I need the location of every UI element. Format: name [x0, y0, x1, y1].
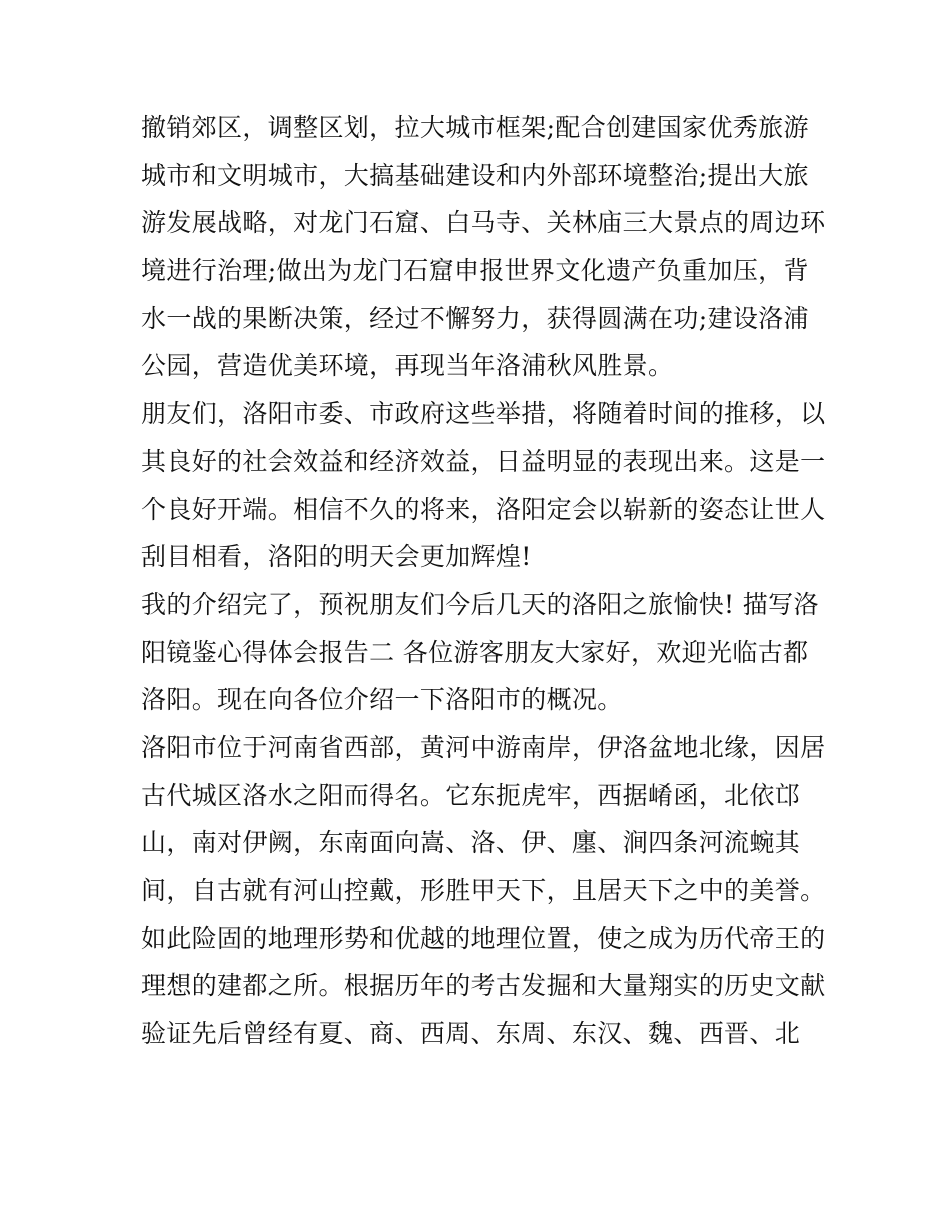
text-line: 撤销郊区，调整区划，拉大城市框架;配合创建国家优秀旅游 — [141, 113, 809, 142]
text-line: 个良好开端。相信不久的将来，洛阳定会以崭新的姿态让世人 — [141, 494, 826, 524]
text-line: 间，自古就有河山控戴，形胜甲天下，且居天下之中的美誉。 — [141, 876, 826, 905]
text-line: 山，南对伊阙，东南面向嵩、洛、伊、廛、涧四条河流蜿其 — [141, 828, 801, 858]
text-line: 公园，营造优美环境，再现当年洛浦秋风胜景。 — [141, 351, 674, 381]
text-line: 如此险固的地理形势和优越的地理位置，使之成为历代帝王的 — [141, 923, 826, 953]
text-line: 验证先后曾经有夏、商、西周、东周、东汉、魏、西晋、北 — [141, 1019, 801, 1049]
text-line: 洛阳市位于河南省西部，黄河中游南岸，伊洛盆地北缘，因居 — [141, 732, 826, 762]
text-line: 城市和文明城市，大搞基础建设和内外部环境整治;提出大旅 — [141, 160, 809, 190]
text-line: 其良好的社会效益和经济效益，日益明显的表现出来。这是一 — [141, 446, 826, 476]
text-line: 理想的建都之所。根据历年的考古发掘和大量翔实的历史文献 — [141, 971, 826, 1001]
text-line: 游发展战略，对龙门石窟、白马寺、关林庙三大景点的周边环 — [141, 208, 826, 238]
text-line: 境进行治理;做出为龙门石窟申报世界文化遗产负重加压，背 — [141, 256, 809, 286]
text-line: 古代城区洛水之阳而得名。它东扼虎牢，西据崤函，北依邙 — [141, 780, 801, 810]
text-line: 我的介绍完了，预祝朋友们今后几天的洛阳之旅愉快! 描写洛 — [141, 589, 819, 619]
text-line: 刮目相看，洛阳的明天会更加辉煌! — [141, 542, 532, 572]
text-line: 水一战的果断决策，经过不懈努力，获得圆满在功;建设洛浦 — [141, 303, 809, 333]
text-line: 朋友们，洛阳市委、市政府这些举措，将随着时间的推移，以 — [141, 399, 826, 429]
text-line: 阳镜鉴心得体会报告二 各位游客朋友大家好，欢迎光临古都 — [141, 637, 809, 667]
document-body — [141, 104, 826, 1058]
text-line: 洛阳。现在向各位介绍一下洛阳市的概况。 — [141, 685, 623, 715]
